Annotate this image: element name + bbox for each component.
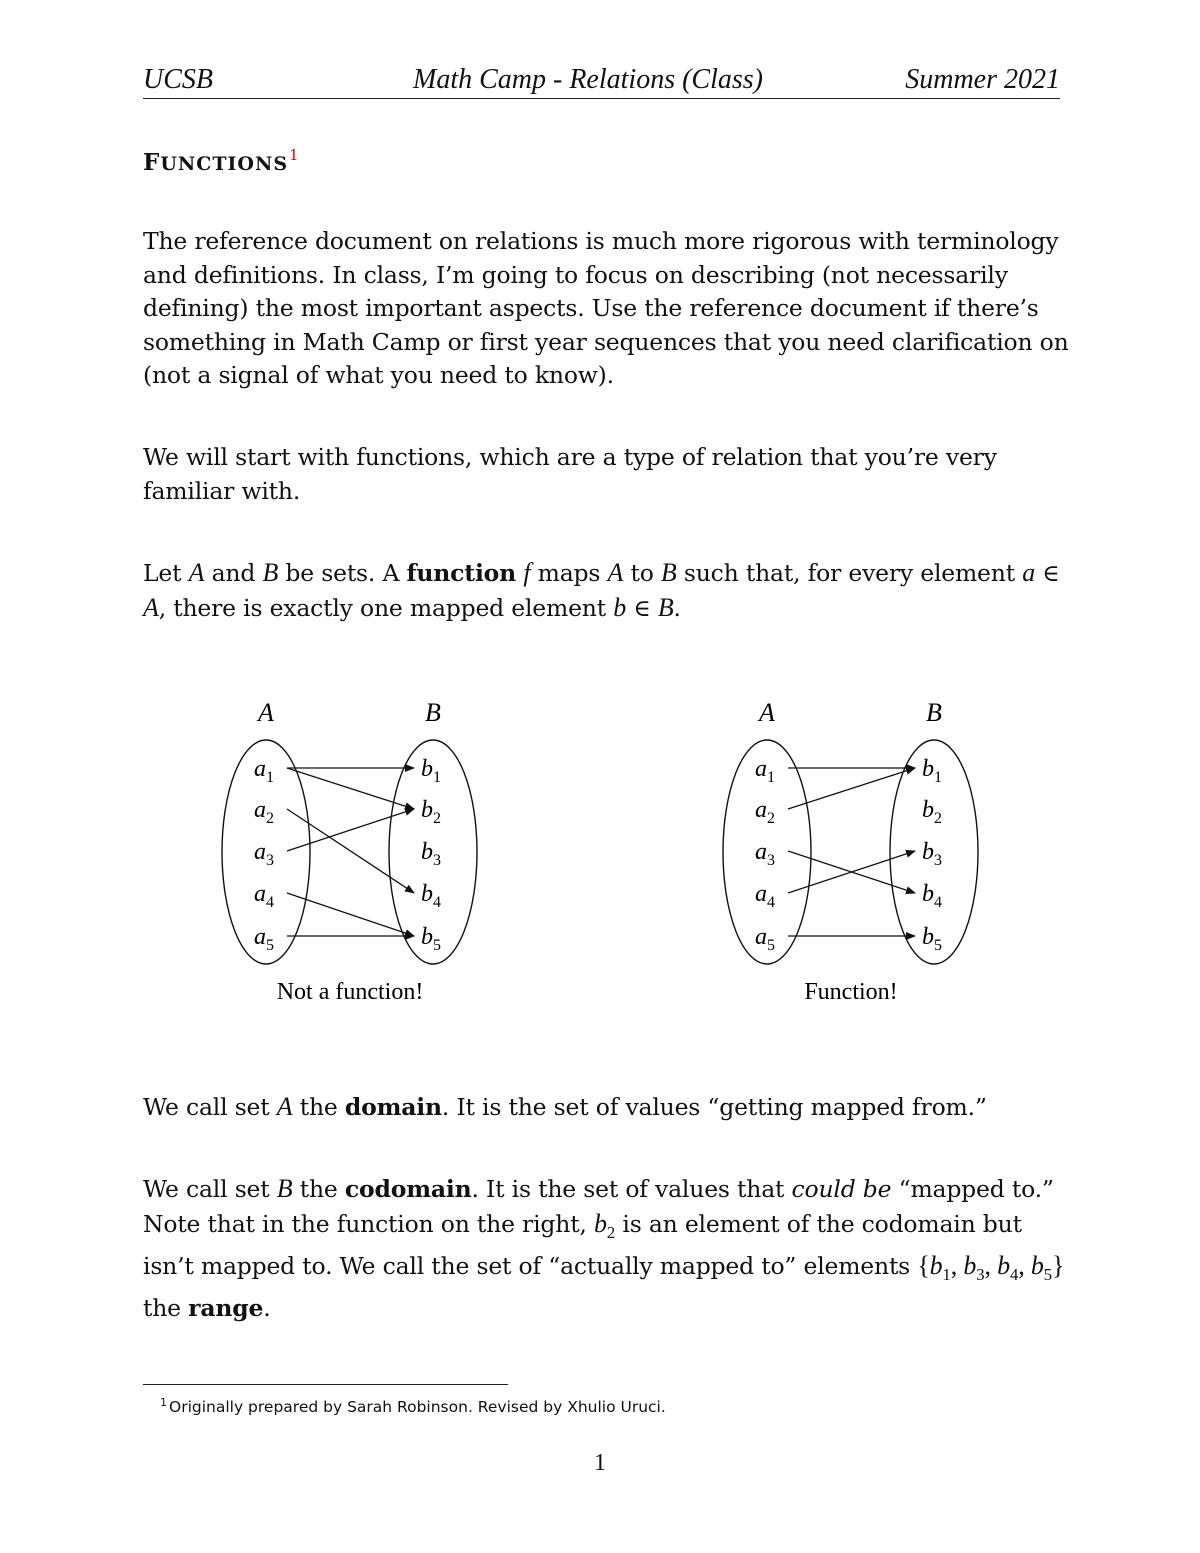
element-b4: $b_4$ — [922, 881, 942, 911]
element-a2: $a_2$ — [254, 797, 274, 827]
mapping-arrow-a4-b5 — [287, 893, 414, 936]
term-codomain: codomain — [344, 1175, 472, 1203]
element-b2: $b_2$ — [922, 797, 942, 827]
element-a4: $a_4$ — [755, 881, 775, 911]
element-a5: $a_5$ — [755, 924, 775, 954]
mapping-diagrams-svg — [0, 690, 1200, 1010]
header-left: UCSB — [143, 64, 213, 95]
element-a3: $a_3$ — [755, 839, 775, 869]
page-header — [143, 62, 1060, 99]
section-title: FUNCTIONS$^1$ — [143, 146, 300, 176]
range-set: {$b_1$, $b_3$, $b_4$, $b_5$} — [917, 1251, 1065, 1285]
element-b1: $b_1$ — [421, 756, 441, 786]
mapping-arrow-a2-b1 — [788, 768, 915, 809]
diagram-not-a-function — [222, 698, 477, 1005]
element-a3: $a_3$ — [254, 839, 274, 869]
term-domain: domain — [344, 1093, 442, 1121]
mapping-diagrams — [0, 690, 1200, 1014]
mapping-arrow-a3-b2 — [287, 809, 414, 851]
element-b2: $b_2$ — [421, 797, 441, 827]
element-b5: $b_5$ — [922, 924, 942, 954]
element-b1: $b_1$ — [922, 756, 942, 786]
set-b-label: B — [425, 698, 441, 727]
element-a1: $a_1$ — [254, 756, 274, 786]
diagram-caption: Function! — [804, 979, 898, 1005]
page-number: 1 — [594, 1450, 606, 1476]
set-a-label: A — [759, 698, 775, 727]
diagram-caption: Not a function! — [276, 979, 424, 1005]
element-b4: $b_4$ — [421, 881, 441, 911]
element-b3: $b_3$ — [421, 839, 441, 869]
footnote: $^1$ Originally prepared by Sarah Robinson. Revised by Xhulio Uruci. — [160, 1396, 666, 1416]
diagram-function — [723, 698, 978, 1005]
paragraph-domain: We call set A the domain. It is the set of values “getting mapped from.” — [143, 1092, 987, 1121]
term-range: range — [188, 1294, 264, 1323]
footnote-reference[interactable]: 1 — [289, 146, 300, 164]
mapping-arrow-a2-b4 — [287, 809, 414, 893]
element-b3: $b_3$ — [922, 839, 942, 869]
element-a4: $a_4$ — [254, 881, 274, 911]
header-center: Math Camp - Relations (Class) — [413, 64, 763, 95]
set-b-label: B — [926, 698, 942, 727]
element-a5: $a_5$ — [254, 924, 274, 954]
element-b5: $b_5$ — [421, 924, 441, 954]
paragraph-codomain: We call set B the codomain. It is the set of values that could be “mapped to.” Note that in the function on the right, $b_2$ is an element of the codomain but isn’t mapped to. We call the set of “actually mapped to” elements {$b_1$, $b_3$, $b_4$, $b_5$} the range. — [143, 1174, 1065, 1323]
set-a-label: A — [258, 698, 274, 727]
paragraph-function-definition: Let A and B be sets. A function f maps A to B such that, for every element a ∈ A, there is exactly one mapped element b ∈ B. — [143, 558, 1060, 622]
paragraph-intro: The reference document on relations is much more rigorous with terminology and definitions. In class, I’m going to focus on describing (not necessarily defining) the most important aspects. Use the reference document if there’s something in Math Camp or first year sequences that you need clarification on (not a signal of what you need to know). — [143, 227, 1069, 390]
header-right: Summer 2021 — [905, 64, 1060, 95]
element-a2: $a_2$ — [755, 797, 775, 827]
paragraph-functions-start: We will start with functions, which are a type of relation that you’re very familiar with. — [143, 443, 997, 505]
term-function: function — [406, 559, 517, 587]
element-a1: $a_1$ — [755, 756, 775, 786]
footnote-rule — [143, 1384, 508, 1385]
